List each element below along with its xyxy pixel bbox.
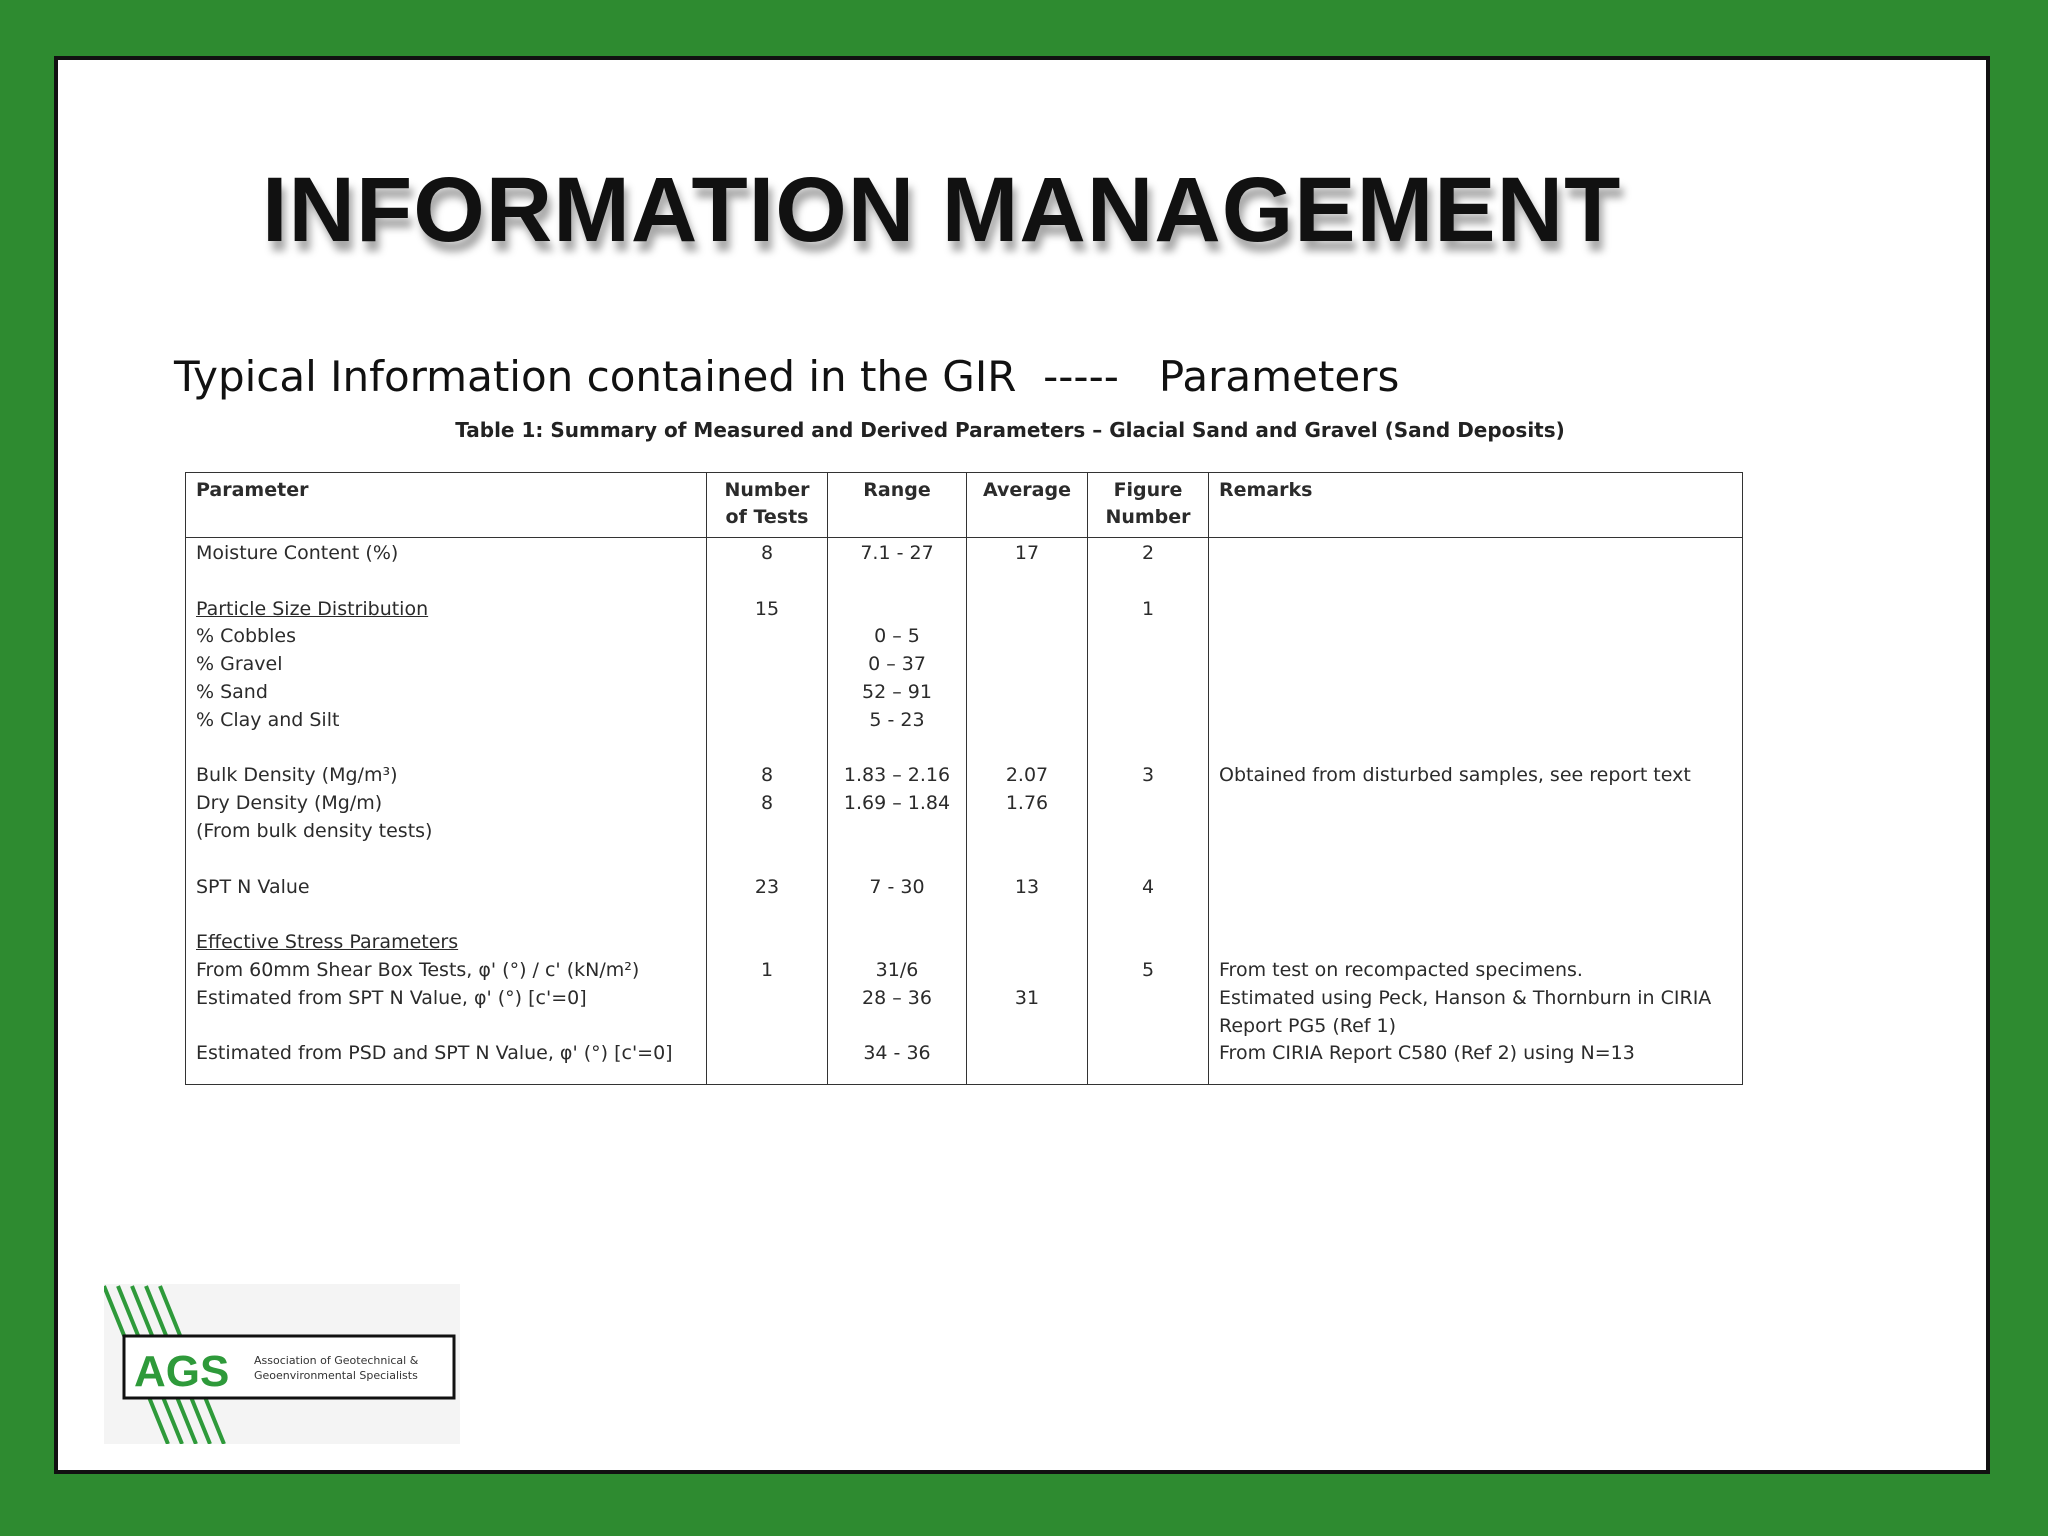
header-range: Range xyxy=(828,473,967,538)
average-cell: 2.07 xyxy=(1005,764,1049,787)
average-cell xyxy=(977,623,1077,651)
average-cell: 1.76 xyxy=(1005,792,1049,815)
remarks-column xyxy=(1209,538,1743,1085)
average-cell xyxy=(977,929,1077,957)
remarks-cell: Estimated using Peck, Hanson & Thornburn in CIRIA xyxy=(1219,986,1712,1009)
number-cell: 1 xyxy=(760,958,774,981)
remarks-cell xyxy=(1219,568,1732,596)
parameter-cell xyxy=(196,901,696,929)
parameter-cell-section-heading: Effective Stress Parameters xyxy=(196,931,459,954)
figure-cell xyxy=(1098,985,1198,1013)
parameter-column xyxy=(186,538,707,1085)
number-cell xyxy=(717,623,817,651)
parameter-cell: Estimated from PSD and SPT N Value, φ' (°) [c'=0] xyxy=(196,1042,673,1065)
parameter-cell: From 60mm Shear Box Tests, φ' (°) / c' (kN/m²) xyxy=(196,958,640,981)
figure-cell: 3 xyxy=(1141,764,1155,787)
range-cell: 1.83 – 2.16 xyxy=(843,764,951,787)
average-cell xyxy=(977,735,1077,763)
figure-number-column xyxy=(1088,538,1209,1085)
average-cell: 17 xyxy=(1014,542,1040,564)
range-cell xyxy=(838,568,956,596)
average-cell xyxy=(977,651,1077,679)
parameter-cell: Bulk Density (Mg/m³) xyxy=(196,764,398,787)
figure-cell: 1 xyxy=(1141,597,1155,620)
header-figure-line2: Number xyxy=(1105,506,1191,528)
range-cell: 0 – 5 xyxy=(874,625,920,648)
remarks-cell xyxy=(1219,929,1732,957)
figure-cell xyxy=(1098,1040,1198,1068)
parameter-cell xyxy=(196,846,696,874)
remarks-cell xyxy=(1219,707,1732,735)
number-cell: 8 xyxy=(760,764,774,787)
range-cell: 31/6 xyxy=(875,958,919,981)
header-figure-number xyxy=(1088,473,1209,538)
range-cell: 34 - 36 xyxy=(863,1042,931,1065)
header-figure-line1: Figure xyxy=(1113,479,1183,501)
parameter-cell-section-heading: Particle Size Distribution xyxy=(196,597,429,620)
ags-logo-graphic xyxy=(104,1284,460,1444)
range-cell xyxy=(838,1013,956,1041)
number-cell: 15 xyxy=(754,597,780,620)
parameter-cell: SPT N Value xyxy=(196,875,310,898)
average-cell xyxy=(977,568,1077,596)
parameters-table xyxy=(185,472,1743,1085)
average-cell xyxy=(977,1040,1077,1068)
figure-cell xyxy=(1098,846,1198,874)
average-cell: 31 xyxy=(1014,986,1040,1009)
range-cell: 7.1 - 27 xyxy=(860,542,934,564)
remarks-cell xyxy=(1219,818,1732,846)
table-body-row xyxy=(186,538,1743,1085)
average-cell xyxy=(977,901,1077,929)
range-cell: 1.69 – 1.84 xyxy=(843,792,951,815)
logo-tagline-line2: Geoenvironmental Specialists xyxy=(254,1369,418,1382)
header-parameter: Parameter xyxy=(186,473,707,538)
range-cell: 28 – 36 xyxy=(862,986,932,1009)
remarks-cell xyxy=(1219,901,1732,929)
number-of-tests-column xyxy=(707,538,828,1085)
slide-subtitle: Typical Information contained in the GIR ----- Parameters xyxy=(174,352,1400,401)
parameter-cell: Moisture Content (%) xyxy=(196,542,399,564)
figure-cell xyxy=(1098,568,1198,596)
header-number-of-tests xyxy=(707,473,828,538)
range-cell: 5 - 23 xyxy=(869,708,925,731)
number-cell xyxy=(717,568,817,596)
remarks-cell xyxy=(1219,679,1732,707)
parameter-cell: (From bulk density tests) xyxy=(196,819,433,842)
number-cell: 8 xyxy=(760,542,774,564)
average-cell xyxy=(977,818,1077,846)
figure-cell xyxy=(1098,651,1198,679)
remarks-cell xyxy=(1219,540,1732,568)
range-cell xyxy=(838,846,956,874)
figure-cell xyxy=(1098,623,1198,651)
figure-cell: 2 xyxy=(1141,542,1155,564)
average-cell: 13 xyxy=(1014,875,1040,898)
number-cell xyxy=(717,1013,817,1041)
remarks-cell xyxy=(1219,651,1732,679)
figure-cell xyxy=(1098,1013,1198,1041)
parameter-cell: % Cobbles xyxy=(196,625,296,648)
remarks-cell xyxy=(1219,596,1732,624)
remarks-cell xyxy=(1219,790,1732,818)
average-cell xyxy=(977,679,1077,707)
slide-title: INFORMATION MANAGEMENT xyxy=(262,159,1622,261)
remarks-cell xyxy=(1219,623,1732,651)
ags-logo xyxy=(104,1284,460,1444)
remarks-cell xyxy=(1219,846,1732,874)
average-column xyxy=(967,538,1088,1085)
parameter-cell: Dry Density (Mg/m) xyxy=(196,792,383,815)
parameter-cell xyxy=(196,1013,696,1041)
average-cell xyxy=(977,1013,1077,1041)
figure-cell xyxy=(1098,818,1198,846)
parameter-cell: % Gravel xyxy=(196,653,283,676)
remarks-cell: Obtained from disturbed samples, see report text xyxy=(1219,764,1691,787)
logo-tagline-line1: Association of Geotechnical & xyxy=(254,1354,419,1367)
range-cell xyxy=(838,818,956,846)
remarks-cell xyxy=(1219,874,1732,902)
remarks-cell: From test on recompacted specimens. xyxy=(1219,958,1583,981)
header-number-line1: Number xyxy=(724,479,810,501)
range-cell xyxy=(838,735,956,763)
number-cell xyxy=(717,901,817,929)
average-cell xyxy=(977,957,1077,985)
figure-cell xyxy=(1098,679,1198,707)
header-average: Average xyxy=(967,473,1088,538)
number-cell xyxy=(717,929,817,957)
range-cell: 0 – 37 xyxy=(868,653,926,676)
parameter-cell: Estimated from SPT N Value, φ' (°) [c'=0] xyxy=(196,986,587,1009)
remarks-cell xyxy=(1219,735,1732,763)
number-cell xyxy=(717,679,817,707)
number-cell xyxy=(717,651,817,679)
average-cell xyxy=(977,707,1077,735)
range-cell: 7 - 30 xyxy=(869,875,925,898)
parameter-cell xyxy=(196,735,696,763)
range-cell: 52 – 91 xyxy=(862,680,932,703)
figure-cell xyxy=(1098,790,1198,818)
number-cell: 23 xyxy=(754,875,780,898)
remarks-cell: Report PG5 (Ref 1) xyxy=(1219,1014,1397,1037)
header-number-line2: of Tests xyxy=(725,506,809,528)
number-cell xyxy=(717,735,817,763)
range-cell xyxy=(838,901,956,929)
range-cell xyxy=(838,596,956,624)
figure-cell: 4 xyxy=(1141,875,1155,898)
figure-cell xyxy=(1098,929,1198,957)
figure-cell xyxy=(1098,901,1198,929)
parameter-cell xyxy=(196,568,696,596)
number-cell xyxy=(717,1040,817,1068)
logo-acronym: AGS xyxy=(134,1347,230,1396)
average-cell xyxy=(977,846,1077,874)
header-remarks: Remarks xyxy=(1209,473,1743,538)
remarks-cell: From CIRIA Report C580 (Ref 2) using N=13 xyxy=(1219,1042,1635,1065)
table-caption: Table 1: Summary of Measured and Derived Parameters – Glacial Sand and Gravel (Sand Deposits) xyxy=(455,418,1565,442)
number-cell xyxy=(717,818,817,846)
table-header-row xyxy=(186,473,1743,538)
figure-cell xyxy=(1098,735,1198,763)
parameter-cell: % Sand xyxy=(196,680,268,703)
figure-cell: 5 xyxy=(1141,958,1155,981)
number-cell xyxy=(717,707,817,735)
range-cell xyxy=(838,929,956,957)
range-column xyxy=(828,538,967,1085)
average-cell xyxy=(977,596,1077,624)
number-cell: 8 xyxy=(760,792,774,815)
number-cell xyxy=(717,846,817,874)
figure-cell xyxy=(1098,707,1198,735)
parameter-cell: % Clay and Silt xyxy=(196,708,340,731)
number-cell xyxy=(717,985,817,1013)
